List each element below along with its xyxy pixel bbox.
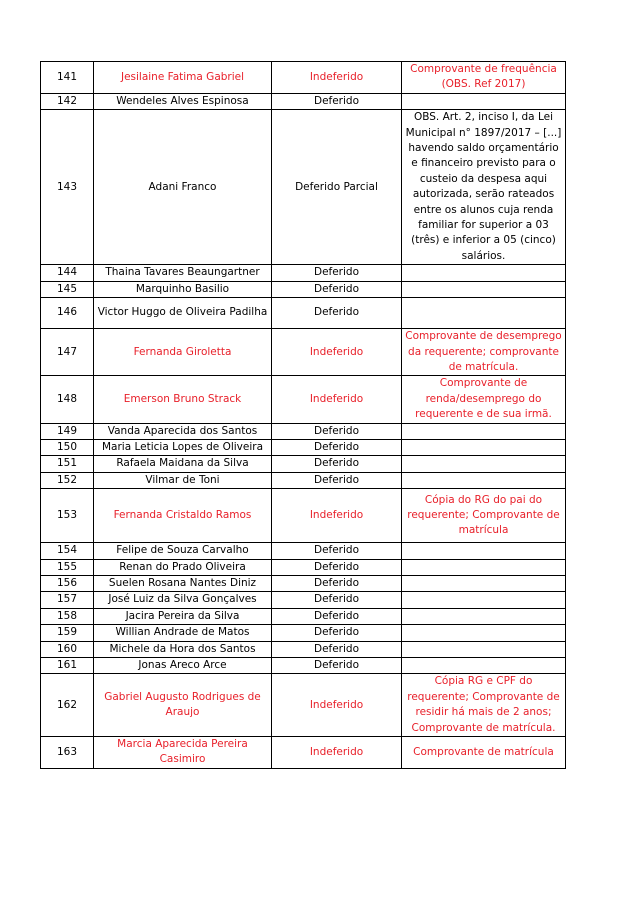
table-row	[41, 608, 566, 624]
status-cell: Deferido	[272, 298, 402, 329]
table-row	[41, 559, 566, 575]
student-name-cell: Vilmar de Toni	[94, 472, 272, 488]
student-name-cell: Victor Huggo de Oliveira Padilha	[94, 298, 272, 329]
observation-cell: Comprovante de renda/desemprego do requerente e de sua irmã.	[402, 376, 566, 423]
student-name-cell: Fernanda Giroletta	[94, 329, 272, 376]
row-number-cell: 161	[41, 658, 94, 674]
observation-cell	[402, 472, 566, 488]
status-cell: Deferido	[272, 281, 402, 297]
status-cell: Deferido	[272, 456, 402, 472]
student-name-cell: Michele da Hora dos Santos	[94, 641, 272, 657]
row-number-cell: 149	[41, 423, 94, 439]
status-cell: Deferido	[272, 641, 402, 657]
table-row	[41, 592, 566, 608]
row-number-cell: 155	[41, 559, 94, 575]
table-row	[41, 110, 566, 265]
table-row	[41, 298, 566, 329]
row-number-cell: 146	[41, 298, 94, 329]
table-row	[41, 456, 566, 472]
status-cell: Indeferido	[272, 674, 402, 737]
row-number-cell: 158	[41, 608, 94, 624]
status-cell: Deferido Parcial	[272, 110, 402, 265]
table-row	[41, 62, 566, 94]
table-row	[41, 674, 566, 737]
observation-cell	[402, 298, 566, 329]
observation-cell	[402, 575, 566, 591]
status-cell: Deferido	[272, 575, 402, 591]
student-name-cell: Marquinho Basilio	[94, 281, 272, 297]
observation-cell	[402, 559, 566, 575]
results-table	[40, 61, 566, 769]
table-row	[41, 625, 566, 641]
table-row	[41, 737, 566, 769]
status-cell: Deferido	[272, 658, 402, 674]
observation-cell	[402, 456, 566, 472]
table-row	[41, 641, 566, 657]
observation-cell: Comprovante de matrícula	[402, 737, 566, 769]
row-number-cell: 153	[41, 489, 94, 543]
student-name-cell: Jesilaine Fatima Gabriel	[94, 62, 272, 94]
table-row	[41, 658, 566, 674]
observation-cell	[402, 592, 566, 608]
student-name-cell: Suelen Rosana Nantes Diniz	[94, 575, 272, 591]
observation-cell: OBS. Art. 2, inciso I, da Lei Municipal n° 1897/2017 – [...] havendo saldo orçamentário e financeiro previsto para o custeio da despesa aqui autorizada, serão rateados entre os alunos cuja renda familiar for superior a 03 (três) e inferior a 05 (cinco) salários.	[402, 110, 566, 265]
student-name-cell: Wendeles Alves Espinosa	[94, 93, 272, 109]
row-number-cell: 157	[41, 592, 94, 608]
observation-cell	[402, 439, 566, 455]
student-name-cell: Thaina Tavares Beaungartner	[94, 265, 272, 281]
observation-cell	[402, 281, 566, 297]
observation-cell	[402, 265, 566, 281]
student-name-cell: Willian Andrade de Matos	[94, 625, 272, 641]
row-number-cell: 163	[41, 737, 94, 769]
row-number-cell: 154	[41, 543, 94, 559]
student-name-cell: Maria Leticia Lopes de Oliveira	[94, 439, 272, 455]
row-number-cell: 160	[41, 641, 94, 657]
row-number-cell: 148	[41, 376, 94, 423]
status-cell: Deferido	[272, 592, 402, 608]
table-row	[41, 543, 566, 559]
table-row	[41, 376, 566, 423]
observation-cell	[402, 641, 566, 657]
table-row	[41, 472, 566, 488]
row-number-cell: 152	[41, 472, 94, 488]
table-row	[41, 93, 566, 109]
row-number-cell: 159	[41, 625, 94, 641]
status-cell: Deferido	[272, 265, 402, 281]
observation-cell	[402, 658, 566, 674]
student-name-cell: Fernanda Cristaldo Ramos	[94, 489, 272, 543]
status-cell: Indeferido	[272, 737, 402, 769]
observation-cell	[402, 93, 566, 109]
status-cell: Indeferido	[272, 62, 402, 94]
student-name-cell: Marcia Aparecida Pereira Casimiro	[94, 737, 272, 769]
row-number-cell: 151	[41, 456, 94, 472]
row-number-cell: 141	[41, 62, 94, 94]
table-row	[41, 439, 566, 455]
status-cell: Deferido	[272, 608, 402, 624]
student-name-cell: Jonas Areco Arce	[94, 658, 272, 674]
table-row	[41, 489, 566, 543]
status-cell: Deferido	[272, 423, 402, 439]
row-number-cell: 156	[41, 575, 94, 591]
student-name-cell: Emerson Bruno Strack	[94, 376, 272, 423]
row-number-cell: 145	[41, 281, 94, 297]
table-row	[41, 329, 566, 376]
row-number-cell: 147	[41, 329, 94, 376]
observation-cell: Comprovante de frequência (OBS. Ref 2017)	[402, 62, 566, 94]
status-cell: Indeferido	[272, 489, 402, 543]
observation-cell: Cópia do RG do pai do requerente; Comprovante de matrícula	[402, 489, 566, 543]
student-name-cell: Gabriel Augusto Rodrigues de Araujo	[94, 674, 272, 737]
observation-cell: Comprovante de desemprego da requerente; comprovante de matrícula.	[402, 329, 566, 376]
table-row	[41, 575, 566, 591]
observation-cell: Cópia RG e CPF do requerente; Comprovante de residir há mais de 2 anos; Comprovante de matrícula.	[402, 674, 566, 737]
table-row	[41, 265, 566, 281]
status-cell: Deferido	[272, 439, 402, 455]
observation-cell	[402, 608, 566, 624]
row-number-cell: 142	[41, 93, 94, 109]
status-cell: Deferido	[272, 559, 402, 575]
status-cell: Indeferido	[272, 376, 402, 423]
student-name-cell: Adani Franco	[94, 110, 272, 265]
status-cell: Indeferido	[272, 329, 402, 376]
student-name-cell: Vanda Aparecida dos Santos	[94, 423, 272, 439]
table-row	[41, 281, 566, 297]
row-number-cell: 143	[41, 110, 94, 265]
row-number-cell: 150	[41, 439, 94, 455]
student-name-cell: Rafaela Maidana da Silva	[94, 456, 272, 472]
status-cell: Deferido	[272, 543, 402, 559]
student-name-cell: Felipe de Souza Carvalho	[94, 543, 272, 559]
status-cell: Deferido	[272, 93, 402, 109]
student-name-cell: Jacira Pereira da Silva	[94, 608, 272, 624]
results-table-body	[41, 62, 566, 769]
status-cell: Deferido	[272, 625, 402, 641]
table-row	[41, 423, 566, 439]
observation-cell	[402, 543, 566, 559]
student-name-cell: José Luiz da Silva Gonçalves	[94, 592, 272, 608]
status-cell: Deferido	[272, 472, 402, 488]
observation-cell	[402, 625, 566, 641]
student-name-cell: Renan do Prado Oliveira	[94, 559, 272, 575]
row-number-cell: 162	[41, 674, 94, 737]
observation-cell	[402, 423, 566, 439]
row-number-cell: 144	[41, 265, 94, 281]
